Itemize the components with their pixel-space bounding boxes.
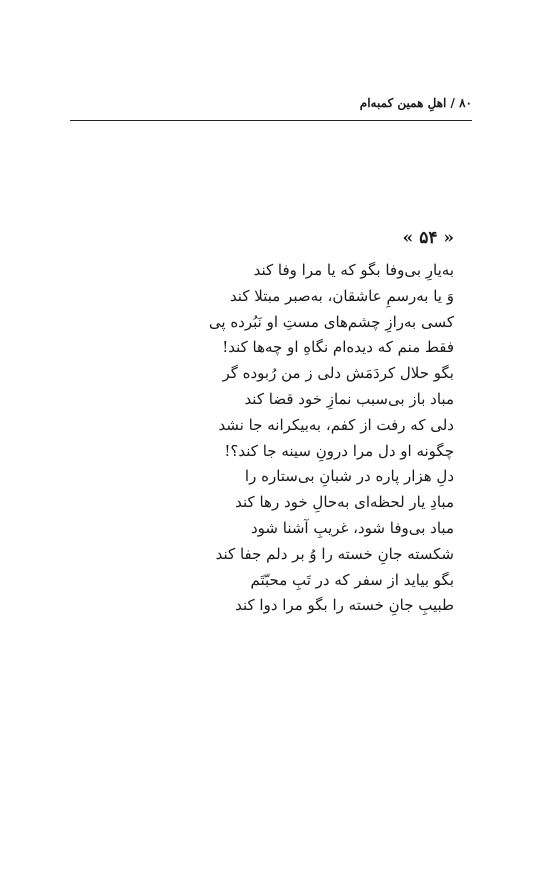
verse: شکسته جانِ خسته را وُ بر دلم جفا کند [215, 544, 454, 563]
verse: کسی به‌رازِ چشم‌های مستِ او نَبُرده پی [208, 312, 454, 331]
verse: فقط منم که دیده‌ام نگاهِ او چه‌ها کند! [222, 338, 454, 357]
verse: چگونه او دل مرا درونِ سینه جا کند؟! [224, 441, 454, 460]
poem [154, 224, 454, 619]
verse: وَ یا به‌رسمِ عاشقان، به‌صبر مبتلا کند [229, 286, 454, 305]
verse: دلی که رفت از کفم، به‌بیکرانه جا نشد [218, 415, 454, 434]
verse: مباد بی‌وفا شود، غریبِ آشنا شود [250, 518, 454, 537]
verse: بگو حلال کردَمَش دلی ز من رُبوده گر [222, 364, 454, 383]
poem-number: « ۵۴ » [402, 228, 454, 248]
verse: بگو بیاید از سفر که در تَبِ محبّتَم [250, 570, 454, 589]
poem-verses [154, 258, 454, 619]
header-rule [70, 120, 472, 121]
verse: طبیبِ جانِ خسته را بگو مرا دوا کند [235, 596, 454, 615]
running-header: ۸۰ / اهلِ همین کمبه‌ام [359, 96, 472, 110]
verse: مباد باز بی‌سبب نمازِ خود قضا کند [244, 389, 454, 408]
verse: به‌یارِ بی‌وفا بگو که یا مرا وفا کند [253, 261, 454, 279]
verse: مبادِ یار لحظه‌ای به‌حالِ خود رها کند [235, 493, 454, 512]
verse: دلِ هزار پاره در شبانِ بی‌ستاره را [244, 467, 454, 486]
